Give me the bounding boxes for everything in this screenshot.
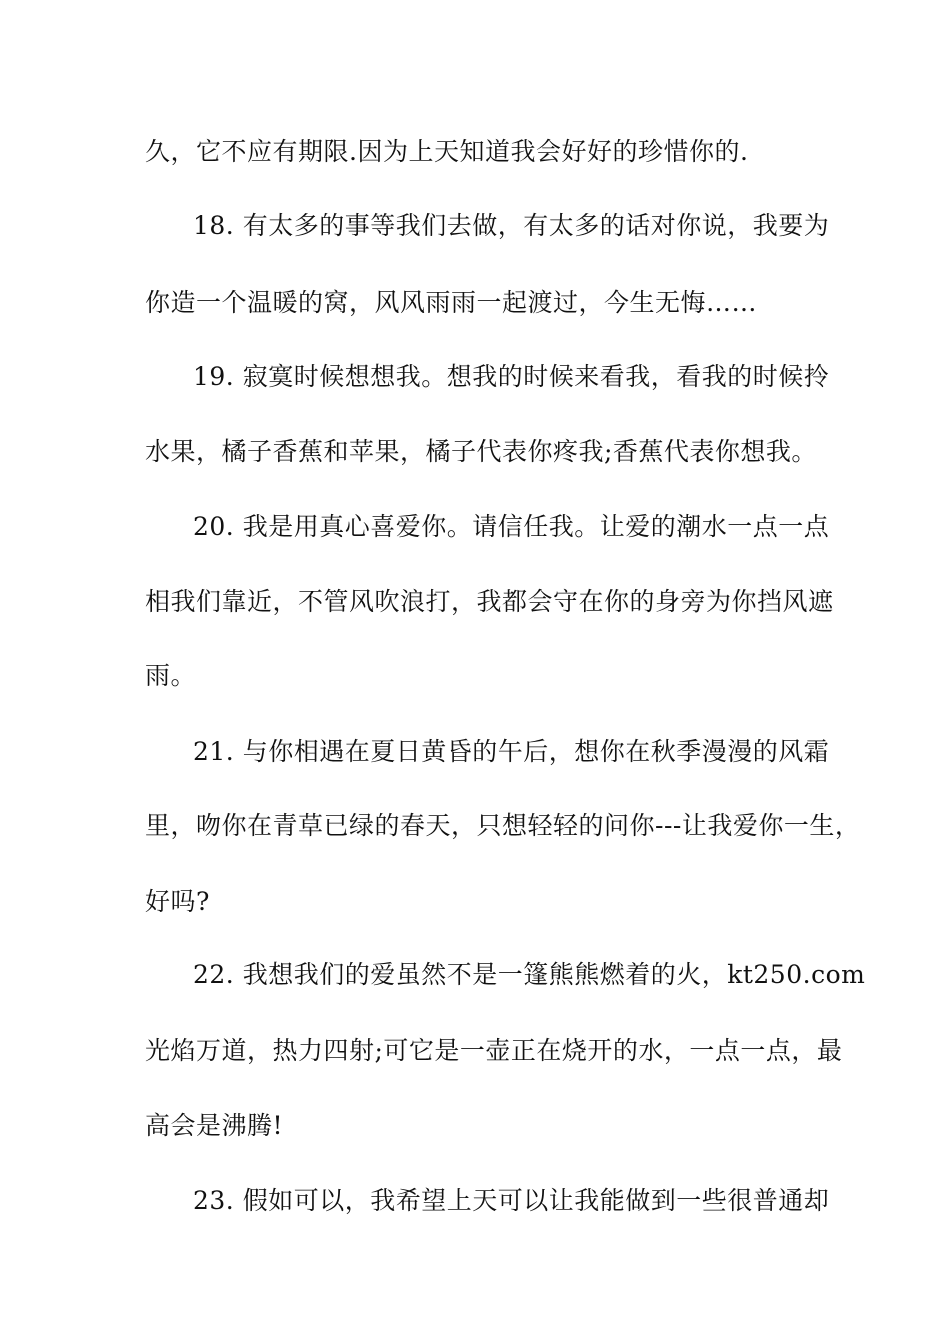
text-line-9: 21. 与你相遇在夏日黄昏的午后，想你在秋季漫漫的风霜 bbox=[193, 737, 830, 766]
text-line-14: 高会是沸腾! bbox=[145, 1111, 284, 1140]
text-line-13: 光焰万道，热力四射;可它是一壶正在烧开的水，一点一点，最 bbox=[145, 1036, 843, 1065]
text-line-3: 你造一个温暖的窝，风风雨雨一起渡过，今生无悔…… bbox=[145, 288, 758, 317]
text-line-8: 雨。 bbox=[145, 661, 197, 690]
text-line-6: 20. 我是用真心喜爱你。请信任我。让爱的潮水一点一点 bbox=[193, 512, 830, 541]
text-line-11: 好吗? bbox=[145, 887, 210, 916]
text-line-1: 久，它不应有期限.因为上天知道我会好好的珍惜你的. bbox=[145, 137, 749, 166]
text-line-15: 23. 假如可以，我希望上天可以让我能做到一些很普通却 bbox=[193, 1186, 830, 1215]
text-line-7: 相我们靠近，不管风吹浪打，我都会守在你的身旁为你挡风遮 bbox=[145, 587, 834, 616]
text-line-12: 22. 我想我们的爱虽然不是一篷熊熊燃着的火，kt250.com bbox=[193, 960, 866, 989]
text-line-10: 里，吻你在青草已绿的春天，只想轻轻的问你---让我爱你一生， bbox=[145, 811, 861, 840]
text-line-5: 水果，橘子香蕉和苹果，橘子代表你疼我;香蕉代表你想我。 bbox=[145, 437, 817, 466]
text-line-4: 19. 寂寞时候想想我。想我的时候来看我，看我的时候拎 bbox=[193, 362, 830, 391]
text-line-2: 18. 有太多的事等我们去做，有太多的话对你说，我要为 bbox=[193, 211, 830, 240]
